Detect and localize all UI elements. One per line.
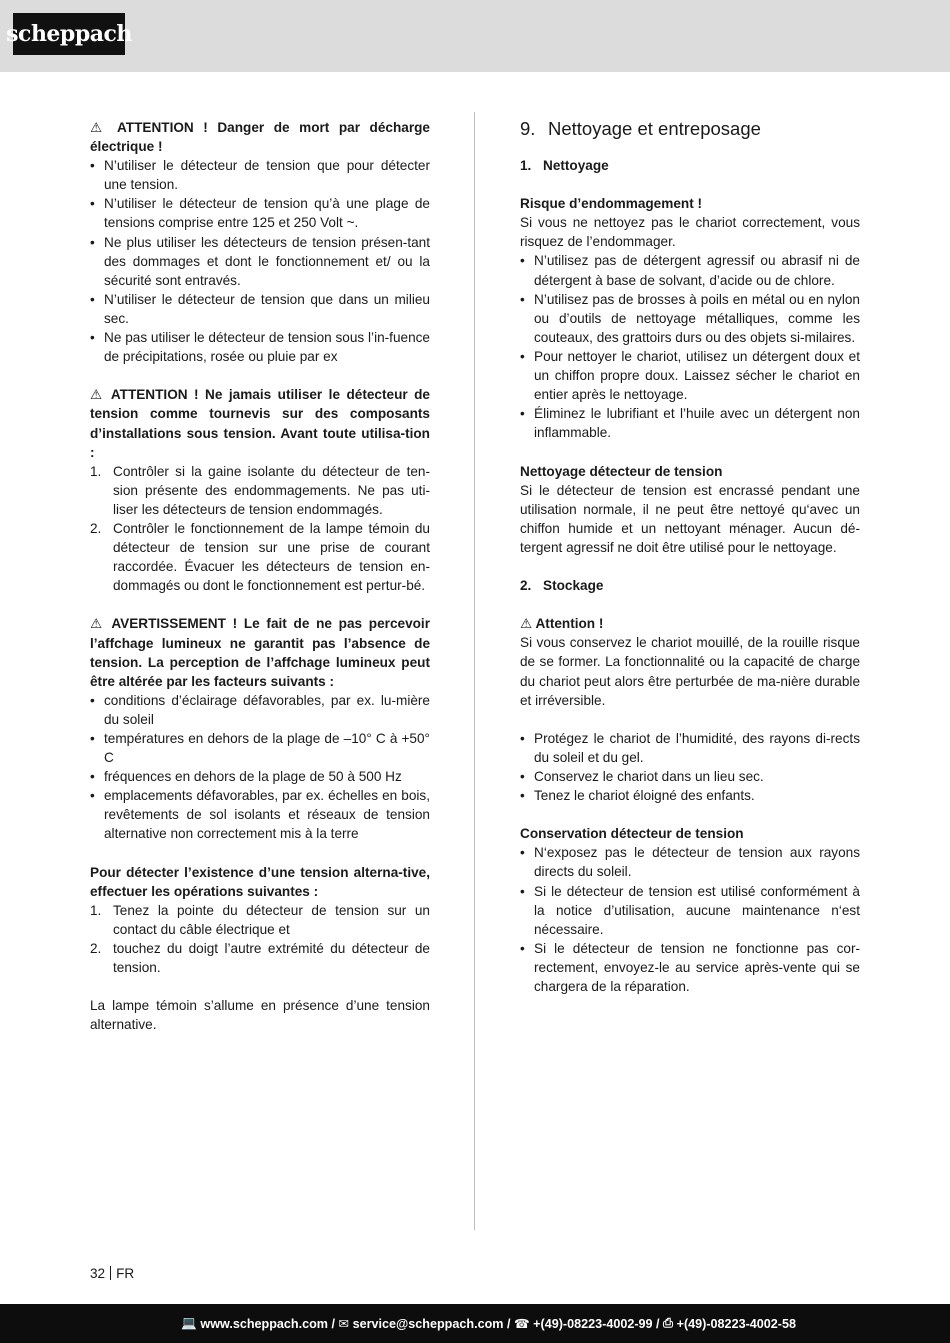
list-item: • Tenez le chariot éloigné des enfants. bbox=[520, 786, 860, 805]
phone-icon: ☎ bbox=[513, 1317, 534, 1331]
warning-triangle-icon: ⚠ bbox=[520, 616, 533, 632]
risk-damage-text: Si vous ne nettoyez pas le chariot correctement, vous risquez de l’endommager. bbox=[520, 215, 860, 250]
warning-triangle-icon: ⚠ bbox=[90, 387, 105, 403]
list-item: • N’utiliser le détecteur de tension que dans un milieu sec. bbox=[90, 290, 430, 328]
warning-electric-shock-list bbox=[90, 156, 430, 366]
list-item: • N’utiliser le détecteur de tension qu’à une plage de tensions comprise entre 125 et 250 Volt ~. bbox=[90, 194, 430, 232]
attention-storage-title: ⚠ Attention ! bbox=[520, 616, 604, 632]
list-item: • N’utiliser le détecteur de tension que pour détecter une tension. bbox=[90, 156, 430, 194]
column-divider bbox=[474, 112, 475, 1230]
list-item: • températures en dehors de la plage de –10° C à +50° C bbox=[90, 729, 430, 767]
left-column bbox=[90, 118, 430, 1035]
list-item: • emplacements défavorables, par ex. échelles en bois, revêtements de sol isolants et réseaux de tension alternative non correctement mis à la terre bbox=[90, 786, 430, 843]
storage-list bbox=[520, 729, 860, 805]
list-item: 1. Contrôler si la gaine isolante du détecteur de ten-sion présente des endommagements. Ne pas uti-liser les détecteurs de tension endommagés. bbox=[90, 463, 430, 517]
list-item: • N‘exposez pas le détecteur de tension aux rayons directs du soleil. bbox=[520, 843, 860, 881]
warning-screwdriver-title: ⚠ ATTENTION ! Ne jamais utiliser le détecteur de tension comme tournevis sur des composants d’installations sous tension. Avant toute utilisa-tion : bbox=[90, 387, 430, 460]
subsection-storage-heading: 2. Stockage bbox=[520, 578, 604, 594]
page-header bbox=[0, 0, 950, 72]
website-link[interactable]: www.scheppach.com / bbox=[200, 1316, 336, 1331]
list-item: • Ne pas utiliser le détecteur de tension sous l’in-fuence de précipitations, rosée ou pluie par ex bbox=[90, 328, 430, 366]
list-item: • Conservez le chariot dans un lieu sec. bbox=[520, 767, 860, 786]
conservation-detector-list bbox=[520, 843, 860, 996]
list-item: 2. Contrôler le fonctionnement de la lampe témoin du détecteur de tension sur une prise de courant raccordée. Évacuer les détecteurs de tension en-dommagés ou dont le fonctionnement est pertur-bé. bbox=[90, 520, 430, 594]
subsection-cleaning-heading: 1. Nettoyage bbox=[520, 158, 609, 173]
mail-icon: ✉ bbox=[338, 1317, 353, 1331]
email-link[interactable]: service@scheppach.com / bbox=[352, 1316, 511, 1331]
warning-triangle-icon: ⚠ bbox=[90, 120, 108, 135]
clean-detector-title: Nettoyage détecteur de tension bbox=[520, 463, 723, 479]
right-column bbox=[520, 118, 860, 996]
page-number: 32 FR bbox=[90, 1266, 135, 1281]
fax-number: +(49)-08223-4002-58 bbox=[676, 1316, 796, 1331]
risk-damage-title: Risque d’endommagement ! bbox=[520, 196, 703, 212]
list-item: • Si le détecteur de tension est utilisé conformément à la notice d’utilisation, aucune maintenance n‘est nécessaire. bbox=[520, 882, 860, 939]
list-item: • conditions d’éclairage défavorables, par ex. lu-mière du soleil bbox=[90, 691, 430, 729]
detect-voltage-steps bbox=[90, 901, 430, 977]
list-item: 2. touchez du doigt l’autre extrémité du détecteur de tension. bbox=[90, 941, 430, 976]
list-item: • Ne plus utiliser les détecteurs de tension présen-tant des dommages et dont le fonctionnement et/ ou la sécurité sont entravés. bbox=[90, 233, 430, 290]
computer-icon: 💻 bbox=[181, 1316, 201, 1330]
list-item: • Protégez le chariot de l’humidité, des rayons di-rects du soleil et du gel. bbox=[520, 729, 860, 767]
warning-screwdriver-list bbox=[90, 462, 430, 596]
list-item: • Éliminez le lubrifiant et l’huile avec un détergent non inflammable. bbox=[520, 404, 860, 442]
risk-damage-list bbox=[520, 251, 860, 442]
warning-display-list bbox=[90, 691, 430, 844]
conservation-detector-title: Conservation détecteur de tension bbox=[520, 826, 744, 842]
warning-triangle-icon: ⚠ bbox=[90, 616, 106, 632]
list-item: • N’utilisez pas de détergent agressif ou abrasif ni de détergent à base de solvant, d’acide ou de chlore. bbox=[520, 251, 860, 289]
detect-voltage-title: Pour détecter l’existence d’une tension alterna-tive, effectuer les opérations suivantes : bbox=[90, 864, 430, 899]
section-heading: 9. Nettoyage et entreposage bbox=[520, 118, 761, 139]
warning-display-title: ⚠ AVERTISSEMENT ! Le fait de ne pas percevoir l’affchage lumineux ne garantit pas l’absence de tension. La perception de l’affchage lumineux peut être altérée par les facteurs suivants : bbox=[90, 616, 430, 689]
attention-storage-text: Si vous conservez le chariot mouillé, de la rouille risque de se former. La fonctionnalité ou la capacité de charge du chariot peut alors être perturbée de ma-nière durable et irréversible. bbox=[520, 635, 860, 708]
closing-paragraph: La lampe témoin s’allume en présence d’une tension alternative. bbox=[90, 998, 430, 1033]
list-item: • fréquences en dehors de la plage de 50 à 500 Hz bbox=[90, 767, 430, 786]
brand-logo: scheppach bbox=[13, 13, 125, 55]
fax-icon: ⎙ bbox=[663, 1316, 677, 1330]
clean-detector-text: Si le détecteur de tension est encrassé pendant une utilisation normale, il ne peut être nettoyé qu‘avec un chiffon humide et un nettoyant ménager. Aucun dé-tergent agressif ne doit être utilisé pour le nettoyage. bbox=[520, 482, 860, 555]
list-item: 1. Tenez la pointe du détecteur de tension sur un contact du câble électrique et bbox=[90, 902, 430, 937]
page-footer bbox=[0, 1304, 950, 1343]
list-item: • N’utilisez pas de brosses à poils en métal ou en nylon ou d’outils de nettoyage métalliques, comme les couteaux, des grattoirs durs ou des objets si-milaires. bbox=[520, 290, 860, 347]
list-item: • Si le détecteur de tension ne fonctionne pas cor-rectement, envoyez-le au service après-vente qui se chargera de la réparation. bbox=[520, 939, 860, 996]
phone-number: +(49)-08223-4002-99 / bbox=[533, 1316, 660, 1331]
warning-electric-shock-title: ⚠ ATTENTION ! Danger de mort par décharge électrique ! bbox=[90, 120, 430, 155]
list-item: • Pour nettoyer le chariot, utilisez un détergent doux et un chiffon propre doux. Laissez sécher le chariot en entier après le nettoyage. bbox=[520, 347, 860, 404]
